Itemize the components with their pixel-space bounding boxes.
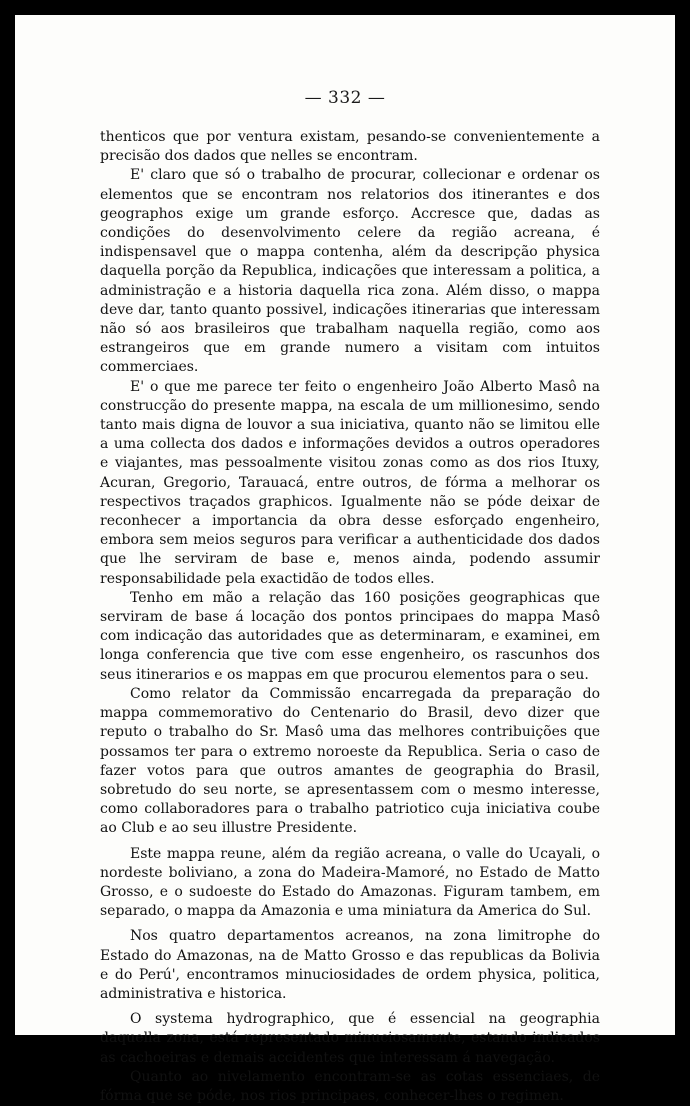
- paragraph-6: Este mappa reune, além da região acreana, o valle do Ucayali, o nordeste boliviano, a zona do Madeira-Mamoré, no Estado de Matto Grosso, e o sudoeste do Estado do Amazonas. Figuram tambem, em separado, o mappa da Amazonia e uma miniatura da America do Sul.: [100, 845, 600, 920]
- paragraph-1: thenticos que por ventura existam, pesando-se convenientemente a precisão dos dados que nelles se encontram.: [100, 129, 600, 165]
- paragraph-5: Como relator da Commissão encarregada da preparação do mappa commemorativo do Centenario do Brasil, devo dizer que reputo o trabalho do Sr. Masô uma das melhores contribuições que possamos ter para o extremo noroeste da Republica. Seria o caso de fazer votos para que outros amantes de geographia do Brasil, sobretudo do seu norte, se apresentassem com o mesmo interesse, como collaboradores para o trabalho patriotico cuja iniciativa coube ao Club e ao seu illustre Presidente.: [100, 685, 600, 837]
- paragraph-9: Quanto ao nivelamento encontram-se as cotas essenciaes, de fórma que se póde, nos rios principaes, conhecer-lhes o regimen.: [100, 1068, 600, 1104]
- paragraph-4: Tenho em mão a relação das 160 posições geographicas que serviram de base á locação dos pontos principaes do mappa Masô com indicação das autoridades que as determinaram, e examinei, em longa conferencia que tive com esse engenheiro, os rascunhos dos seus itinerarios e os mappas em que procurou elementos para o seu.: [100, 589, 600, 683]
- page-number: — 332 —: [304, 88, 386, 108]
- paragraph-3: E' o que me parece ter feito o engenheiro João Alberto Masô na construcção do presente mappa, na escala de um millionesimo, sendo tanto mais digna de louvor a sua iniciativa, quanto não se limitou elle a uma collecta dos dados e informações devidos a outros operadores e viajantes, mas pessoalmente visitou zonas como as dos rios Ituxy, Acuran, Gregorio, Tarauacá, entre outros, de fórma a melhorar os respectivos traçados graphicos. Igualmente não se póde deixar de reconhecer a importancia da obra desse esforçado engenheiro, embora sem meios seguros para verificar a authenticidade dos dados que lhe serviram de base e, menos ainda, podendo assumir responsabilidade pela exactidão de todos elles.: [100, 378, 600, 587]
- paragraph-7: Nos quatro departamentos acreanos, na zona limitrophe do Estado do Amazonas, na de Matto Grosso e das republicas da Bolivia e do Perú', encontramos minuciosidades de ordem physica, politica, administrativa e historica.: [100, 928, 600, 1002]
- body-text: [100, 128, 600, 1106]
- paragraph-8: O systema hydrographico, que é essencial na geographia daquella zona, está representado minuciosamente, estando indicados as cachoeiras e demais accidentes que interessam á navegação.: [100, 1011, 600, 1066]
- scanned-page: [15, 15, 675, 1104]
- paragraph-2: E' claro que só o trabalho de procurar, collecionar e ordenar os elementos que se encontram nos relatorios dos itinerantes e dos geographos exige um grande esforço. Accresce que, dadas as condições do desenvolvimento celere da região acreana, é indispensavel que o mappa contenha, além da descripção physica daquella porção da Republica, indicações que interessam a politica, a administração e a historia daquella rica zona. Além disso, o mappa deve dar, tanto quanto possivel, indicações itinerarias que interessam não só aos brasileiros que trabalham naquella região, como aos estrangeiros que em grande numero a visitam com intuitos commerciaes.: [100, 167, 600, 376]
